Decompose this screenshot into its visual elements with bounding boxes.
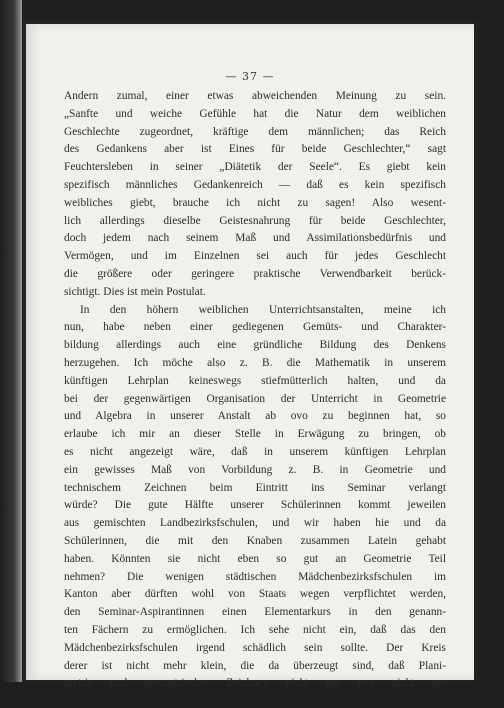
text-line: derer ist nicht mehr klein, die da überzeugt sind, daß Plani- [64,659,446,672]
text-line: es nicht angezeigt wäre, daß in unserem künftigen Lehrplan [64,445,446,458]
page-number: — 37 — [225,70,275,83]
text-line: und Algebra in unserer Anstalt ab ovo zu beginnen hat, so [64,410,446,423]
text-line: Kanton aber dürften wohl von Staats wegen verpflichtet werden, [64,588,446,601]
text-line: In den höhern weiblichen Unterrichtsanstalten, meine ich [80,303,446,316]
text-line: Geschlechte zugeordnet, kräftige dem männlichen; das Reich [64,125,446,138]
scan-border-top [0,0,504,20]
text-line: nehmen? Die wenigen städtischen Mädchenbezirksfschulen im [64,570,446,583]
text-line: sichtigt. Dies ist mein Postulat. [64,285,206,298]
text-line: herzugehen. Ich möche also z. B. die Mathematik in unserem [64,356,446,369]
text-line: bei der gegenwärtigen Organisation der Unterricht in Geometrie [64,392,446,405]
text-line: „Sanfte und weiche Gefühle hat die Natur dem weiblichen [64,107,446,120]
text-line: doch jedem nach seinem Maß und Assimilationsbedürfnis und [64,232,446,245]
text-line: die größere oder geringere praktische Verwendbarkeit berück- [64,267,446,280]
text-line: haben. Könnten sie nicht eben so gut an Geometrie Teil [64,552,446,565]
text-line: aus gemischten Landbezirksfschulen, und wir haben hie und da [64,517,446,530]
body-text [64,88,446,693]
text-line: bildung allerdings auch eine gründliche Bildung des Denkens [64,339,446,352]
text-line: spezifisch männliches Gedankenreich — daß es kein spezifisch [64,178,446,191]
text-line: Mädchenbezirksfschulen irgend schädlich sein sollte. Der Kreis [64,641,446,654]
book-page [26,24,474,690]
text-line: den Seminar-Aspirantinnen einen Elementarkurs in den genann- [64,606,446,619]
book-spine-shadow [0,0,22,708]
text-line: des Gedankens aber ist Eines für beide Geschlechter,“ sagt [64,143,446,156]
text-line: nun, habe neben einer gediegenen Gemüts- und Charakter- [64,321,446,334]
text-line: würde? Die gute Hälfte unserer Schülerinnen kommt jeweilen [64,499,446,512]
text-line: Feuchtersleben in seiner „Diätetik der Seele“. Es giebt kein [64,161,446,174]
scan-border-right [476,0,504,708]
text-line: lich allerdings dieselbe Geistesnahrung für beide Geschlechter, [64,214,446,227]
text-line: weibliches giebt, brauche ich nicht zu sagen! Also wesent- [64,196,446,209]
text-line: technischem Zeichnen beim Eintritt ins Seminar verlangt [64,481,446,494]
text-line: ten Fächern zu ermöglichen. Ich sehe nicht ein, daß das den [64,623,446,636]
text-line: Andern zumal, einer etwas abweichenden Meinung zu sein. [64,90,446,102]
text-line: künftigen Lehrplan keineswegs stiefmütterlich halten, und da [64,374,446,387]
text-line: Schülerinnen, die mit den Knaben zusammen Latein gehabt [64,534,446,547]
text-line: ein gewisses Maß von Vorbildung z. B. in Geometrie und [64,463,446,476]
text-line: erlaube ich mir an dieser Stelle in Erwägung zu bringen, ob [64,428,446,441]
text-line: metrie und geometrisches Zeichnen nicht nur von nicht ge- [64,677,446,690]
text-line: Vermögen, und im Einzelnen sei auch für jedes Geschlecht [64,250,446,263]
